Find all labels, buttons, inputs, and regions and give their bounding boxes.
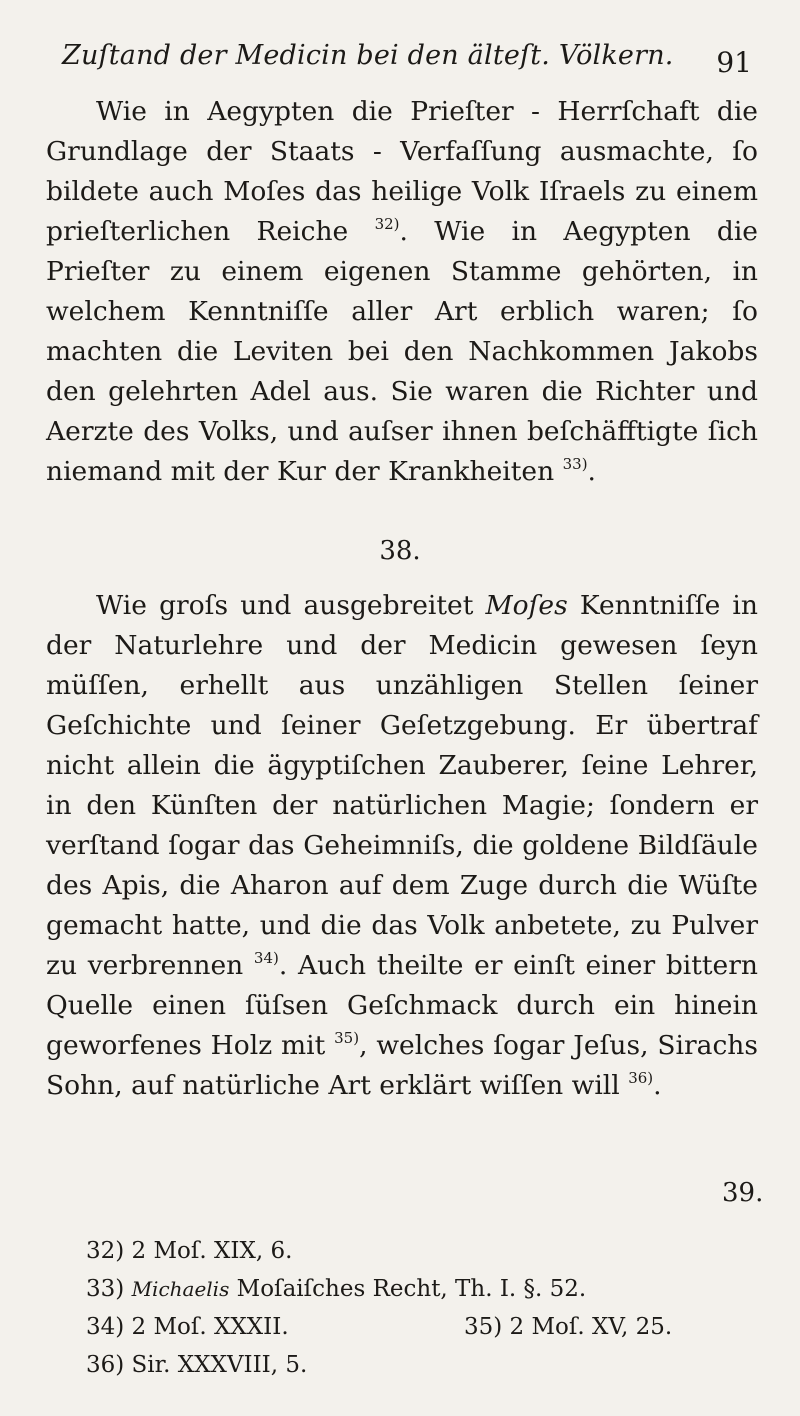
footnote-32: 32) 2 Moſ. XIX, 6. xyxy=(86,1238,293,1264)
footnote-ref-33: 33) xyxy=(562,455,588,473)
paragraph-1 xyxy=(46,92,758,492)
footnote-ref-35: 35) xyxy=(334,1029,360,1047)
footnote-34: 34) 2 Moſ. XXXII. xyxy=(86,1314,289,1340)
footnote-36: 36) Sir. XXXVIII, 5. xyxy=(86,1352,308,1378)
footnote-ref-32-number: 32 xyxy=(374,215,394,233)
footnote-ref-32: 32) xyxy=(374,215,400,233)
footnote-ref-33-number: 33 xyxy=(562,455,582,473)
name-moses: Moſes xyxy=(485,590,568,621)
footnote-ref-35-number: 35 xyxy=(334,1029,354,1047)
footnote-33-text: Moſaiſches Recht, Th. I. §. 52. xyxy=(236,1276,587,1302)
footnote-35: 35) 2 Moſ. XV, 25. xyxy=(464,1314,673,1340)
header-title: Zuſtand der Medicin bei den älteſt. Völkern. xyxy=(62,40,674,71)
footnote-ref-36: 36) xyxy=(628,1069,654,1087)
paragraph-2 xyxy=(46,586,758,1106)
paragraph-1-part-1: Wie in Aegypten die Prieſter - Herrſchaft die Grundlage der Staats - Verfaſſung ausmachte, ſo bildete auch Moſes das heilige Volk Iſraels zu einem prieſterlichen Reiche xyxy=(46,96,758,247)
running-header xyxy=(62,40,752,80)
body-text xyxy=(46,92,758,492)
paragraph-2-part-2: Kenntniſſe in der Naturlehre und der Medicin gewesen ſeyn müſſen, erhellt aus unzähligen Stellen ſeiner Geſchichte und ſeiner Geſetzgebung. Er übertraf nicht allein die ägyptiſchen Zauberer, ſeine Lehrer, in den Künſten der natürlichen Magie; ſondern er verſtand ſogar das Geheimniſs, die goldene Bildſäule des Apis, die Aharon auf dem Zuge durch die Wüſte gemacht hatte, und die das Volk anbetete, zu Pulver zu verbrennen xyxy=(46,590,758,981)
paragraph-1-part-3: . xyxy=(587,456,596,487)
paragraph-2-part-1: Wie groſs und ausgebreitet xyxy=(96,590,474,621)
footnote-ref-34-number: 34 xyxy=(253,949,274,967)
footnote-ref-34: 34) xyxy=(253,949,279,967)
paragraph-2-part-3: . Auch theilte er einſt einer bittern Quelle einen ſüſsen Geſchmack durch ein hinein geworfenes Holz mit xyxy=(46,950,758,1061)
footnote-33 xyxy=(86,1270,586,1308)
section-number: 38. xyxy=(379,536,421,566)
body-text-2 xyxy=(46,586,758,1106)
page-number: 91 xyxy=(716,46,752,79)
footnote-ref-36-number: 36 xyxy=(628,1069,648,1087)
paragraph-2-part-5: . xyxy=(653,1070,662,1101)
paragraph-1-part-2: . Wie in Aegypten die Prieſter zu einem eigenen Stamme gehörten, in welchem Kenntniſſe aller Art erblich waren; ſo machten die Leviten bei den Nachkommen Jakobs den gelehrten Adel aus. Sie waren die Richter und Aerzte des Volks, und auſser ihnen beſchäfftigte ſich niemand mit der Kur der Krankheiten xyxy=(46,216,758,487)
footnote-33-number: 33) xyxy=(86,1276,125,1302)
catchword: 39. xyxy=(722,1178,764,1208)
footnote-33-author: Michaelis xyxy=(131,1277,230,1301)
paragraph-2-part-4: , welches ſogar Jeſus, Sirachs Sohn, auf natürliche Art erklärt wiſſen will xyxy=(46,1030,758,1101)
